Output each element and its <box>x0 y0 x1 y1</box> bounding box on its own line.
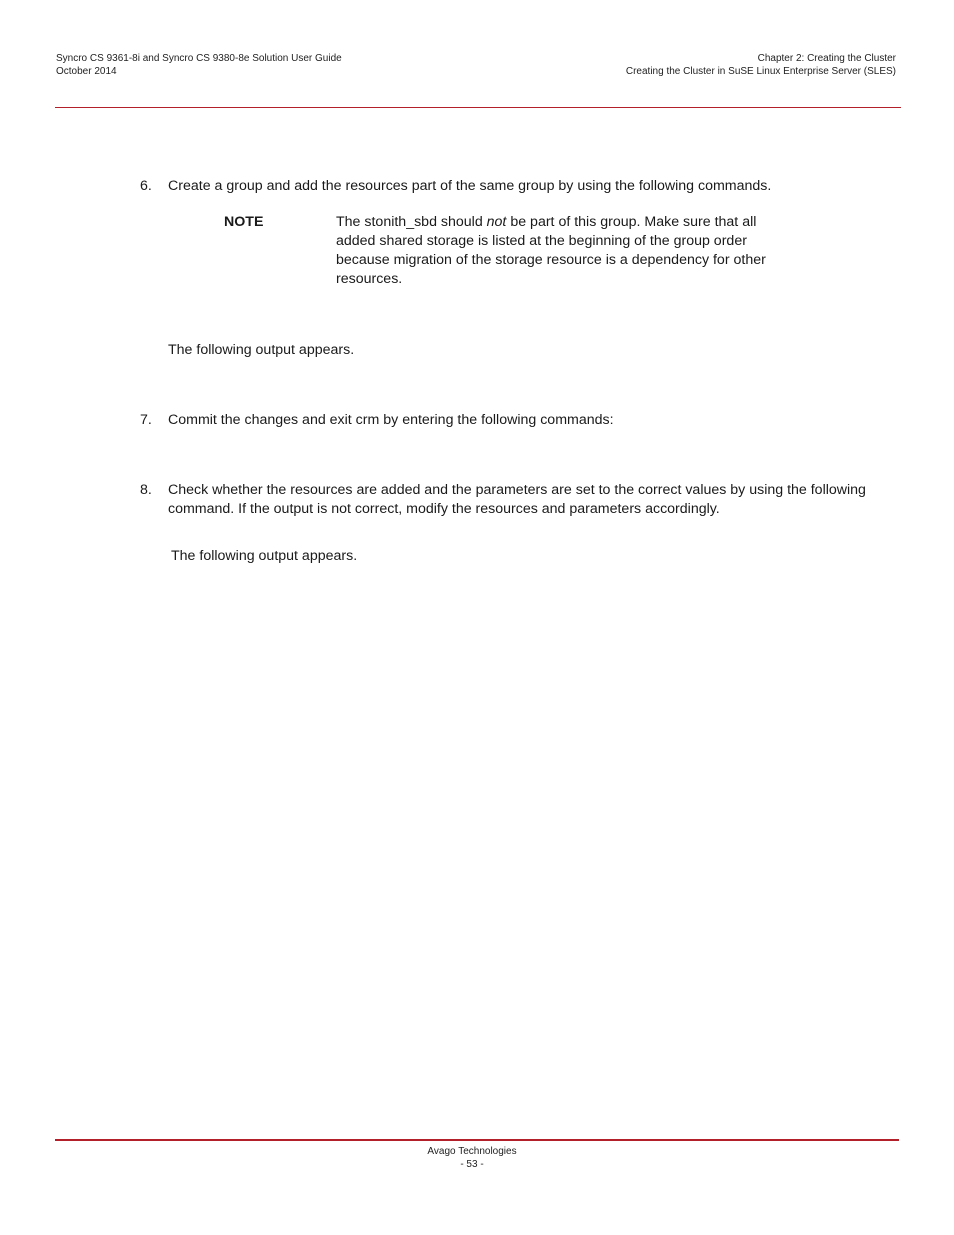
chapter-title: Chapter 2: Creating the Cluster <box>757 53 896 64</box>
running-header-right <box>626 53 896 78</box>
page-number: - 53 - <box>460 1159 484 1170</box>
running-header-left <box>56 53 342 78</box>
document-title: Syncro CS 9361-8i and Syncro CS 9380-8e Solution User Guide <box>56 53 342 64</box>
document-date: October 2014 <box>56 65 117 77</box>
output-intro-2: The following output appears. <box>171 548 358 564</box>
note-label: NOTE <box>224 214 264 230</box>
step-text: Create a group and add the resources part of the same group by using the following commands. <box>168 178 772 194</box>
output-intro-1: The following output appears. <box>168 342 355 358</box>
note-emphasis: not <box>486 214 507 230</box>
step-number: 7. <box>140 412 152 428</box>
step-number: 6. <box>140 178 152 194</box>
note-text: The stonith_sbd should not be part of this group. Make sure that all added shared storage is listed at the beginning of the group order because migration of the storage resource is a dependency for other resources. <box>336 214 766 287</box>
step-text: Commit the changes and exit crm by entering the following commands: <box>168 412 614 428</box>
step-number: 8. <box>140 482 152 498</box>
footer-company: Avago Technologies <box>427 1146 517 1157</box>
section-title: Creating the Cluster in SuSE Linux Enterprise Server (SLES) <box>625 65 896 77</box>
header-rule <box>55 107 901 108</box>
footer-rule <box>55 1139 899 1141</box>
step-text: Check whether the resources are added and the parameters are set to the correct values by using the following command. If the output is not correct, modify the resources and parameters accordingly. <box>168 482 866 517</box>
